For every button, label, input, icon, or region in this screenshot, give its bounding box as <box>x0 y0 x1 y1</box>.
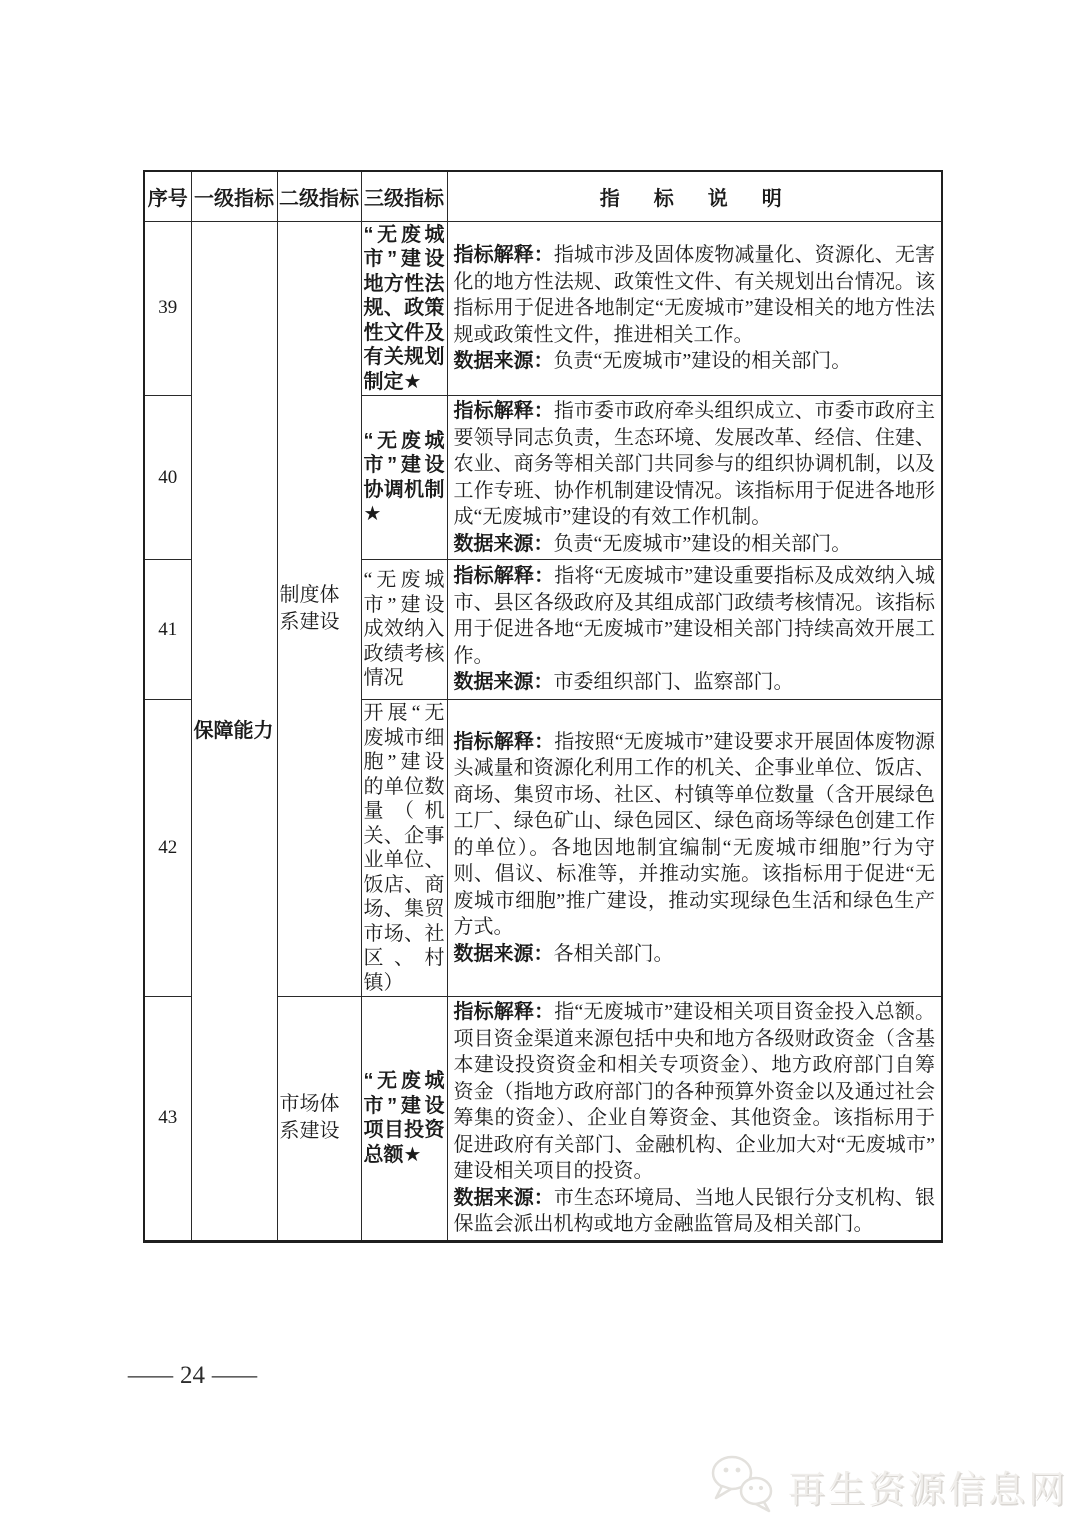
footer-left-dash: — <box>128 1362 173 1389</box>
source-paragraph <box>454 531 936 558</box>
level1-cell-baozhang: 保障能力 <box>191 221 277 1241</box>
description-cell <box>447 396 942 560</box>
description-cell <box>447 560 942 700</box>
source-label: 数据来源： <box>453 350 554 372</box>
explain-paragraph <box>454 563 936 669</box>
source-label: 数据来源： <box>453 671 554 694</box>
table-header-row <box>144 171 942 221</box>
source-paragraph <box>454 669 936 696</box>
seq-cell: 39 <box>144 221 191 396</box>
indicator-table <box>143 170 943 1243</box>
col-header-level2: 二级指标 <box>277 171 361 221</box>
level3-cell: “无废城市”建设成效纳入政绩考核情况 <box>361 560 447 700</box>
source-label: 数据来源： <box>453 942 554 965</box>
table-row-39 <box>144 221 942 396</box>
col-header-seq: 序号 <box>144 171 191 221</box>
explain-text: 指市委市政府牵头组织成立、市委市政府主要领导同志负责，生态环境、发展改革、经信、住建、农业、商务等相关部门共同参与的组织协调机制，以及工作专班、协作机制建设情况。该指标用于促进各地形成“无废城市”建设的有效工作机制。 <box>453 400 936 528</box>
description-cell <box>447 700 942 997</box>
source-paragraph <box>454 1185 936 1238</box>
source-text: 市生态环境局、当地人民银行分支机构、银保监会派出机构或地方金融监管局及相关部门。 <box>453 1186 936 1235</box>
level3-cell: 开展“无废城市细胞”建设的单位数量（机关、企事业单位、饭店、商场、集贸市场、社区、村镇） <box>361 700 447 997</box>
source-label: 数据来源： <box>453 1186 554 1209</box>
level2-cell-institution: 制度体系建设 <box>277 221 361 997</box>
source-text: 市委组织部门、监察部门。 <box>553 671 794 694</box>
level3-cell: “无废城市”建设协调机制★ <box>361 396 447 560</box>
explain-paragraph <box>454 398 936 531</box>
watermark <box>706 1452 1068 1519</box>
source-label: 数据来源： <box>453 532 554 555</box>
explain-text: 指按照“无废城市”建设要求开展固体废物源头减量和资源化利用工作的机关、企事业单位、饭店、商场、集贸市场、社区、村镇等单位数量（含开展绿色工厂、绿色矿山、绿色园区、绿色商场等绿色创建工作的单位）。各地因地制宜编制“无废城市细胞”行为守则、倡议、标准等，并推动实施。该指标用于促进“无废城市细胞”推广建设，推动实现绿色生活和绿色生产方式。 <box>453 730 935 939</box>
seq-cell: 42 <box>144 700 191 997</box>
source-text: 负责“无废城市”建设的相关部门。 <box>553 350 852 372</box>
explain-text: 指将“无废城市”建设重要指标及成效纳入城市、县区各级政府及其组成部门政绩考核情况。该指标用于促进各地“无废城市”建设相关部门持续高效开展工作。 <box>453 565 935 667</box>
level3-cell: “无废城市”建设地方性法规、政策性文件及有关规划制定★ <box>361 221 447 396</box>
level3-cell: “无废城市”建设项目投资总额★ <box>361 997 447 1242</box>
seq-cell: 43 <box>144 997 191 1242</box>
level2-cell-market: 市场体系建设 <box>277 997 361 1242</box>
source-text: 负责“无废城市”建设的相关部门。 <box>553 532 852 555</box>
page-number: 24 <box>180 1362 205 1389</box>
col-header-description: 指 标 说 明 <box>447 171 942 221</box>
description-cell <box>447 997 942 1242</box>
explain-paragraph <box>454 242 936 348</box>
description-cell <box>447 221 942 396</box>
explain-label: 指标解释： <box>453 565 555 588</box>
explain-paragraph <box>454 999 936 1185</box>
explain-label: 指标解释： <box>453 244 554 266</box>
explain-label: 指标解释： <box>453 400 554 422</box>
explain-text: 指城市涉及固体废物减量化、资源化、无害化的地方性法规、政策性文件、有关规划出台情况。该指标用于促进各地制定“无废城市”建设相关的地方性法规或政策性文件，推进相关工作。 <box>453 244 936 346</box>
seq-cell: 41 <box>144 560 191 700</box>
explain-label: 指标解释： <box>453 730 555 753</box>
explain-paragraph <box>454 729 936 941</box>
page-footer <box>128 1362 257 1390</box>
col-header-level1: 一级指标 <box>191 171 277 221</box>
wechat-bubbles-icon <box>706 1452 778 1519</box>
footer-right-dash: — <box>212 1362 257 1389</box>
explain-text: 指“无废城市”建设相关项目资金投入总额。项目资金渠道来源包括中央和地方各级财政资金（含基本建设投资资金和相关专项资金）、地方政府部门自筹资金（指地方政府部门的各种预算外资金以及通过社会筹集的资金）、企业自筹资金、其他资金。该指标用于促进政府有关部门、金融机构、企业加大对“无废城市”建设相关项目的投资。 <box>453 1001 935 1182</box>
source-paragraph <box>454 941 936 968</box>
watermark-site-name: 再生资源信息网 <box>788 1468 1068 1510</box>
source-text: 各相关部门。 <box>553 942 674 965</box>
explain-label: 指标解释： <box>453 1001 555 1023</box>
source-paragraph <box>454 348 936 375</box>
seq-cell: 40 <box>144 396 191 560</box>
col-header-level3: 三级指标 <box>361 171 447 221</box>
